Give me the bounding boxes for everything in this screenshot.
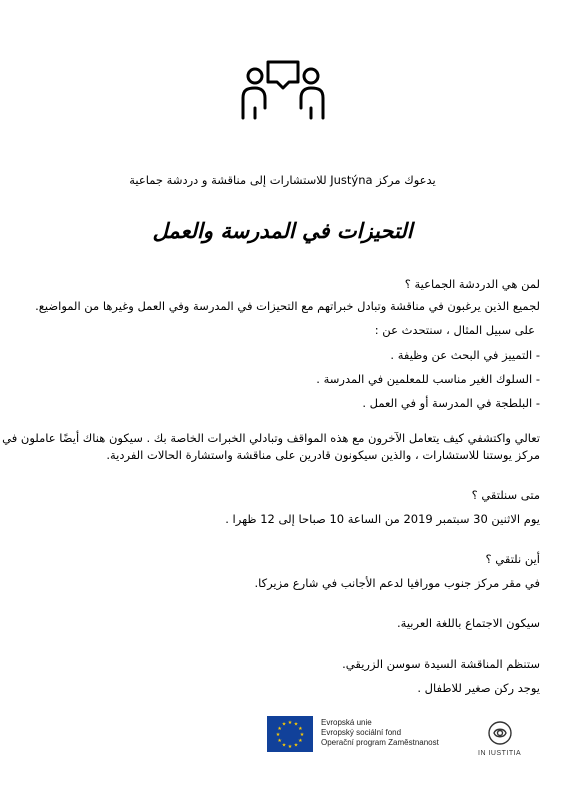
- discussion-people-icon: [235, 58, 331, 126]
- in-iustitia-logo-icon: [487, 720, 513, 746]
- eu-stars-icon: [267, 716, 313, 752]
- bullet-item: - التمييز في البحث عن وظيفة .: [390, 348, 540, 362]
- who-question: لمن هي الدردشة الجماعية ؟: [404, 277, 540, 291]
- info-paragraph-line: تعالي واكتشفي كيف يتعامل الآخرون مع هذه المواقف وتبادلي الخبرات الخاصة بك . سيكون هناك أيضًا عاملون في: [2, 431, 540, 445]
- eu-flag-logo: [267, 716, 313, 752]
- svg-text:★: ★: [277, 738, 282, 744]
- svg-text:★: ★: [293, 742, 299, 749]
- event-title: التحيزات في المدرسة والعمل: [152, 218, 413, 243]
- svg-text:★: ★: [281, 742, 287, 749]
- svg-text:★: ★: [277, 726, 282, 732]
- svg-text:★: ★: [299, 732, 305, 738]
- when-answer: يوم الاثنين 30 سبتمبر 2019 من الساعة 10 صباحا إلى 12 ظهرا .: [225, 512, 540, 526]
- language-note: سيكون الاجتماع باللغة العربية.: [397, 616, 540, 630]
- svg-text:★: ★: [287, 744, 293, 750]
- eu-line: Evropská unie: [321, 718, 372, 727]
- example-intro: على سبيل المثال ، سنتحدث عن :: [374, 323, 535, 337]
- partner-label: IN IUSTITIA: [478, 750, 522, 757]
- info-paragraph-line: مركز يوستنا للاستشارات ، والذين سيكونون قادرين على مناقشة واستشارة الحالات الفردية.: [106, 448, 540, 462]
- svg-text:★: ★: [281, 721, 287, 728]
- svg-text:★: ★: [275, 732, 281, 738]
- svg-text:★: ★: [287, 720, 293, 726]
- eu-fund-label: [321, 718, 439, 748]
- bullet-item: - السلوك الغير مناسب للمعلمين في المدرسة .: [316, 372, 540, 386]
- where-question: أين نلتقي ؟: [485, 552, 540, 566]
- moderator-note: ستنظم المناقشة السيدة سوسن الزريقي.: [342, 657, 540, 671]
- svg-text:★: ★: [298, 738, 303, 744]
- svg-text:★: ★: [298, 726, 303, 732]
- svg-text:★: ★: [293, 721, 299, 728]
- where-answer: في مقر مركز جنوب مورافيا لدعم الأجانب في شارع مزيركا.: [254, 576, 540, 590]
- eu-line: Evropský sociální fond: [321, 728, 402, 737]
- eu-line: Operační program Zaměstnanost: [321, 738, 439, 747]
- kids-corner-note: يوجد ركن صغير للاطفال .: [417, 681, 540, 695]
- bullet-item: - البلطجة في المدرسة أو في العمل .: [362, 396, 540, 410]
- when-question: متى سنلتقي ؟: [471, 488, 540, 502]
- invitation-line: يدعوك مركز Justýna للاستشارات إلى مناقشة و دردشة جماعية: [129, 173, 436, 187]
- who-answer: لجميع الذين يرغبون في مناقشة وتبادل خبراتهم مع التحيزات في المدرسة وفي العمل وغيرها من المواضيع.: [35, 299, 540, 313]
